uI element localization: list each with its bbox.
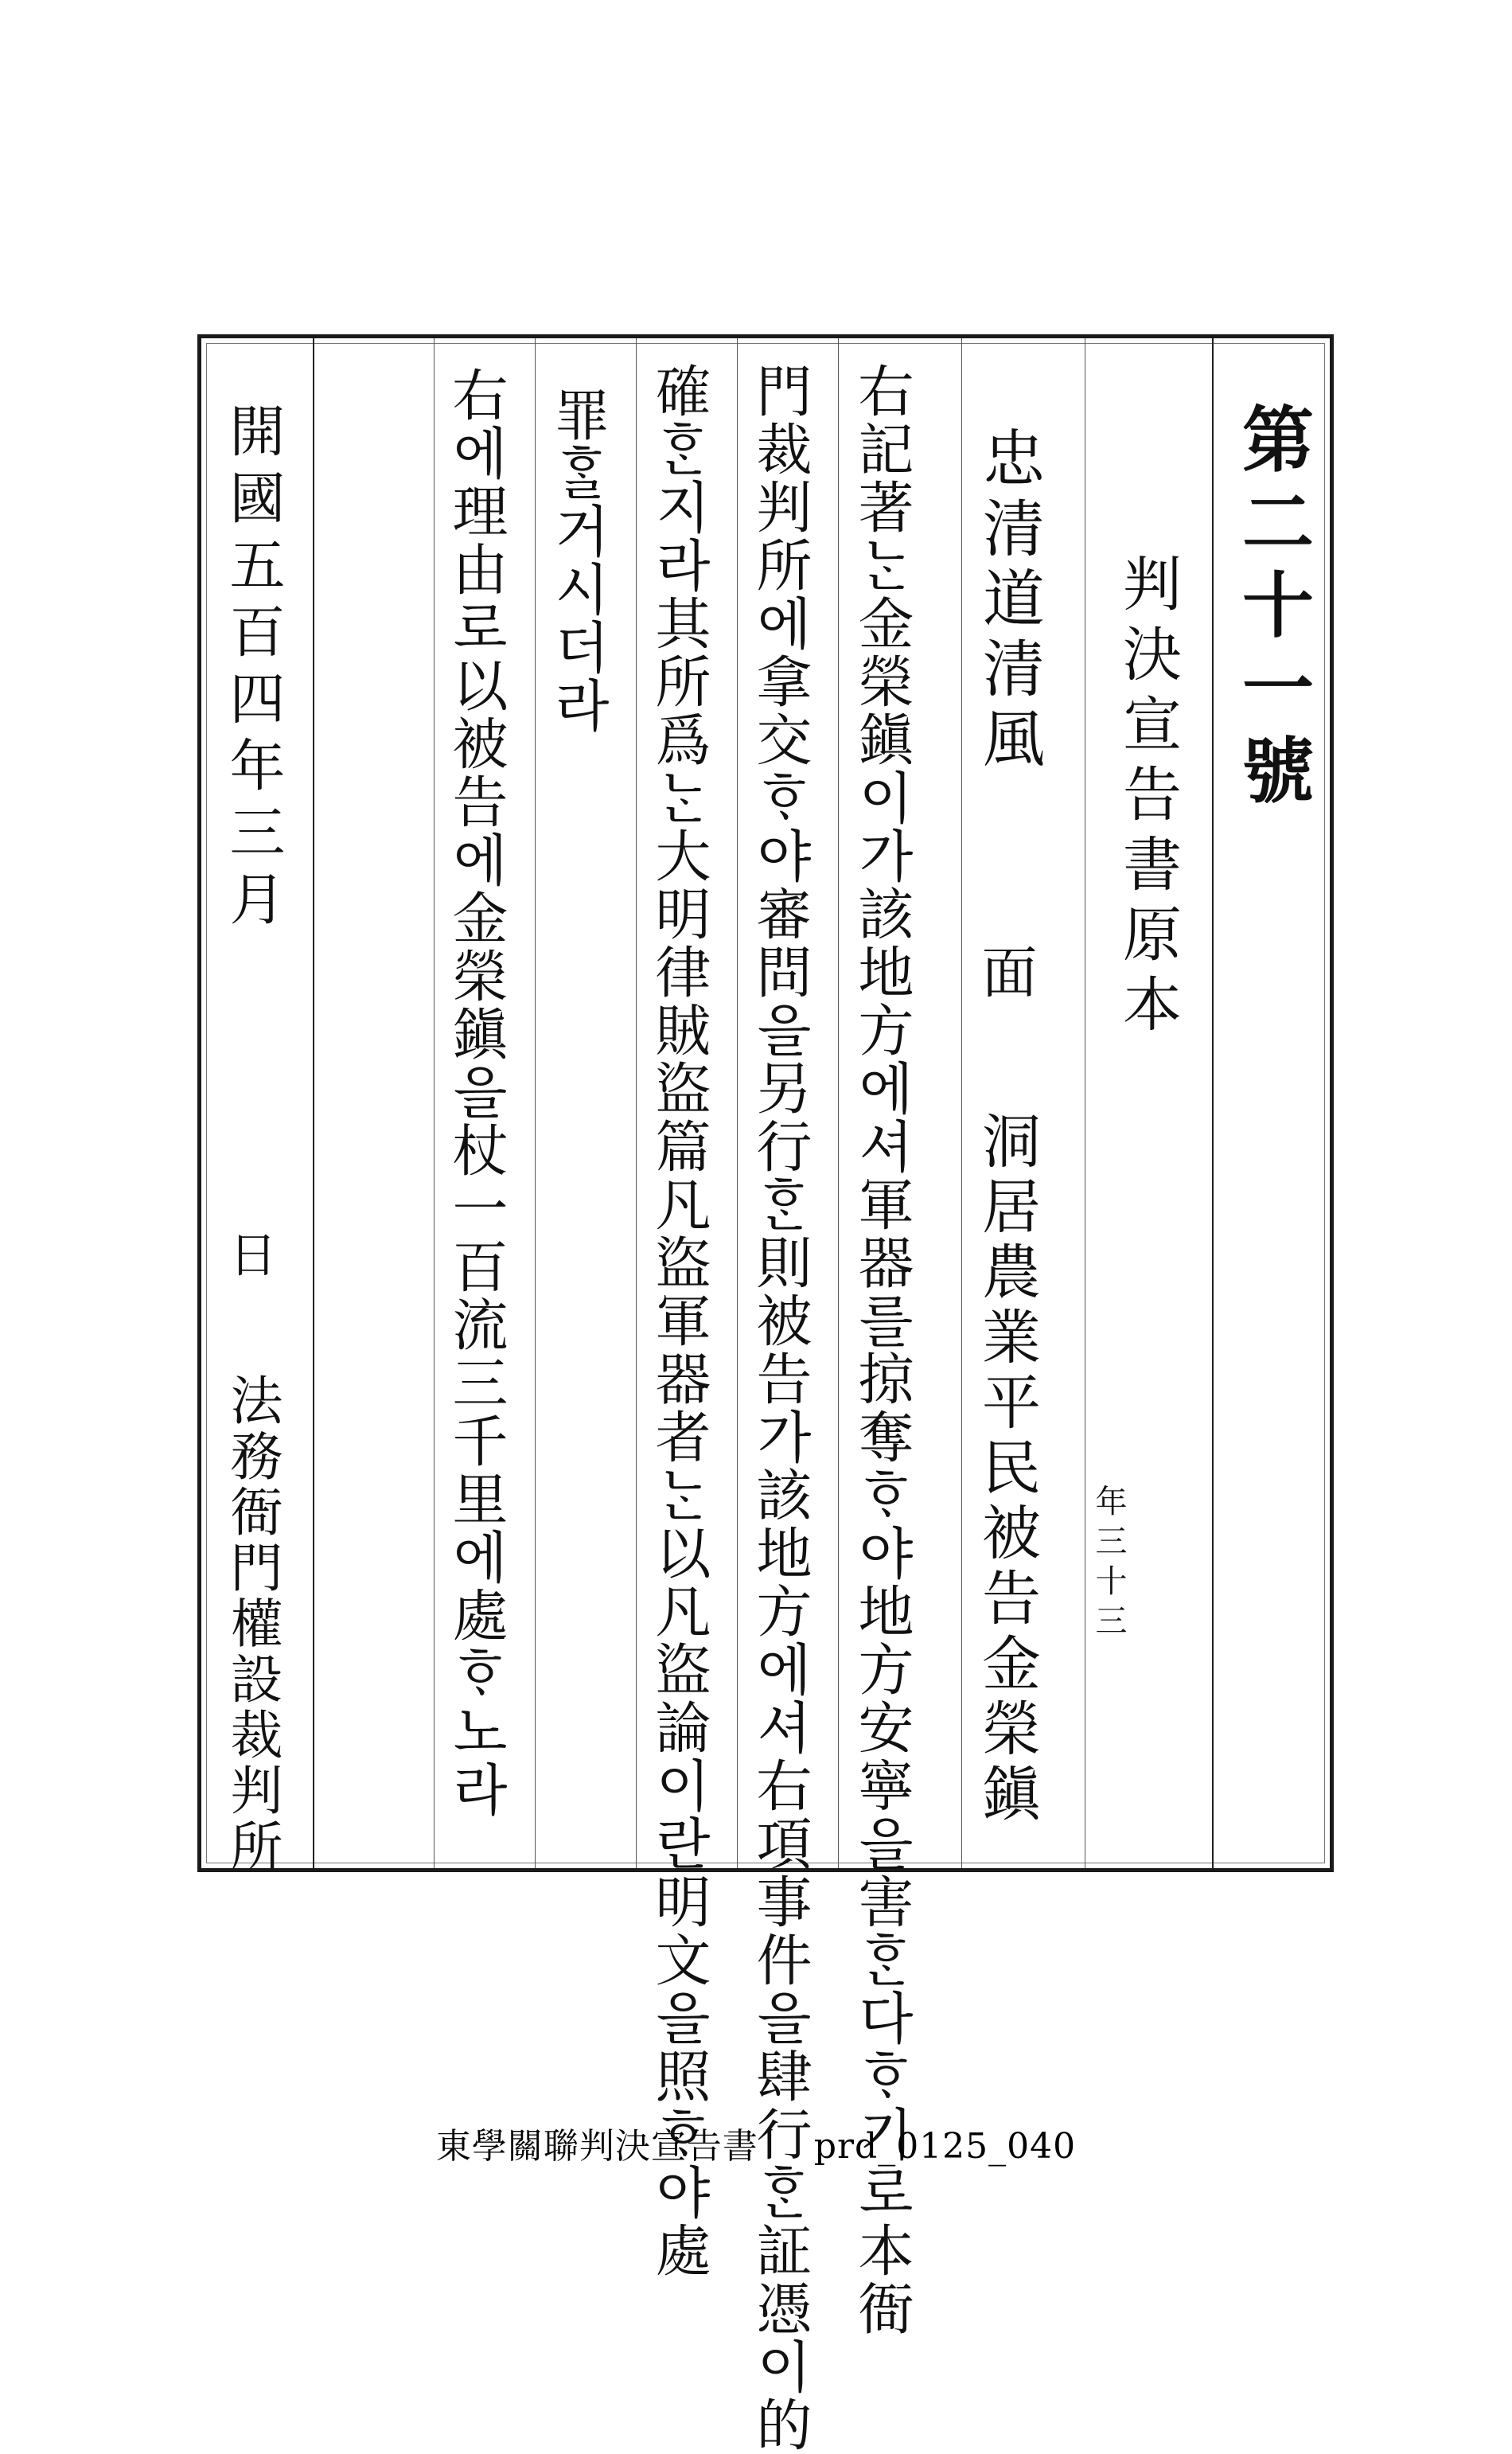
column-rule <box>737 338 738 1868</box>
column-rule <box>313 338 314 1868</box>
document-title: 判決宣告書原本 <box>1113 553 1182 1044</box>
column-rule <box>1212 338 1214 1868</box>
defendant-ward: 面 <box>972 943 1038 999</box>
body-line: 右記著ᄂᆞᆫ金榮鎭이가該地方에셔軍器를掠奪ᄒᆞ야地方安寧을害ᄒᆞᆫ다ᄒᆞ기로本衙 <box>849 362 914 2338</box>
verdict-line: 右에理由로以被告에金榮鎭을杖一百流三千里에處ᄒᆞ노라 <box>443 366 509 1819</box>
collection-title: 東學關聯判決宣告書 <box>435 2126 758 2167</box>
defendant-name: 洞居農業平民被告金榮鎭 <box>972 1110 1041 1828</box>
verdict-day: 日 <box>221 1230 277 1278</box>
column-rule <box>636 338 637 1868</box>
defendant-region: 忠清道清風 <box>972 426 1044 776</box>
column-rule <box>535 338 536 1868</box>
column-rule <box>961 338 962 1868</box>
defendant-age: 年三十三 <box>1090 1484 1127 1644</box>
case-number: 第二十一號 <box>1229 402 1314 816</box>
column-rule <box>434 338 435 1868</box>
page-id: prd_0125_040 <box>813 2126 1077 2167</box>
body-line: 確ᄒᆞᆫ지라其所爲ᄂᆞᆫ大明律賊盜篇凡盜軍器者ᄂᆞᆫ以凡盜論이란明文을照ᄒᆞ야處 <box>646 362 711 2280</box>
verdict-date: 開國五百四年三月 <box>220 402 286 937</box>
column-rule <box>838 338 839 1868</box>
body-line: 門裁判所에拿交ᄒᆞ야審問을另行ᄒᆞᆫ則被告가該地方에셔右項事件을肆行ᄒᆞᆫ証憑이的 <box>747 362 813 2454</box>
page-footer <box>0 2117 1512 2168</box>
body-line: 罪ᄒᆞᆯ거시더라 <box>545 386 610 735</box>
court-name: 法務衙門權設裁判所 <box>221 1373 283 1875</box>
